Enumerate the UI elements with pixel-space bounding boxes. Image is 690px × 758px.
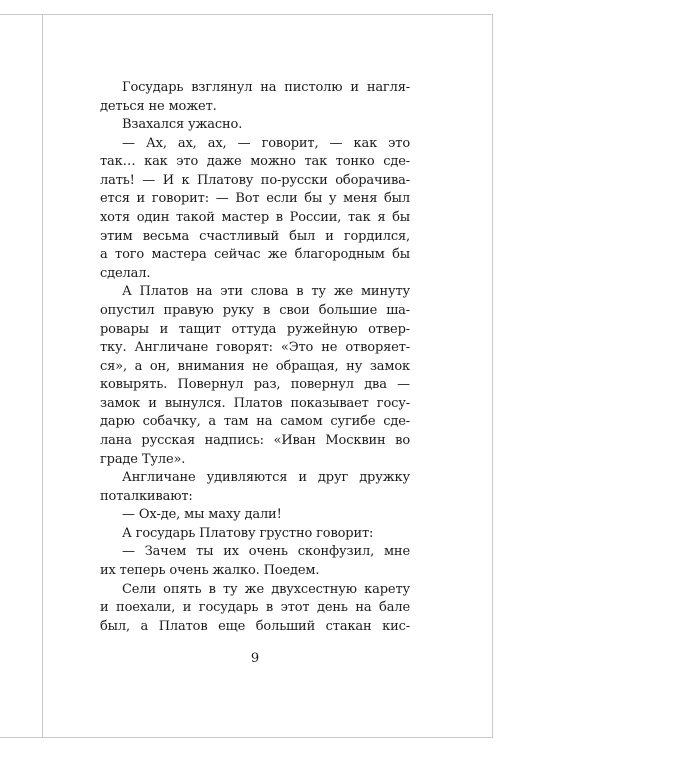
text-line: а того мастера сейчас же благородным бы (100, 247, 410, 263)
text-line: Сели опять в ту же двухсестную карету (122, 581, 410, 597)
text-line: сделал. (100, 265, 151, 281)
text-line: граде Туле». (100, 451, 186, 467)
body-text (100, 79, 410, 636)
text-line: Англичане удивляются и друг дружку (122, 470, 410, 486)
text-line: этим весьма счастливый был и гордился, (100, 228, 410, 244)
text-line: ется и говорит: — Вот если бы у меня был (100, 191, 410, 207)
text-line: хотя один такой мастер в России, так я бы (100, 210, 410, 226)
text-line: Государь взглянул на пистолю и нагля- (122, 80, 410, 95)
text-line: так… как это даже можно так тонко сде- (100, 154, 410, 170)
text-line: — Зачем ты их очень сконфузил, мне (122, 544, 410, 560)
text-line: опустил правую руку в свои большие ша- (100, 302, 410, 318)
text-line: замок и вынулся. Платов показывает госу- (100, 395, 410, 411)
text-line: А Платов на эти слова в ту же минуту (122, 284, 410, 300)
text-line: тку. Англичане говорят: «Это не отворяет- (100, 340, 410, 356)
text-line: — Ах, ах, ах, — говорит, — как это (122, 135, 410, 151)
text-line: и поехали, и государь в этот день на бале (100, 600, 410, 616)
text-line: лана русская надпись: «Иван Москвин во (100, 432, 410, 448)
text-line: ковырять. Повернул раз, повернул два — (100, 377, 410, 393)
text-line: был, а Платов еще больший стакан кис- (100, 618, 410, 634)
page-number: 9 (250, 651, 260, 666)
text-line: А государь Платову грустно говорит: (122, 525, 374, 541)
text-line: дарю собачку, а там на самом сугибе сде- (100, 414, 410, 430)
text-line: Взахался ужасно. (122, 117, 243, 133)
text-line: лать! — И к Платову по-русски оборачива- (100, 172, 410, 188)
text-line: ся», а он, внимания не обращая, ну замок (100, 358, 410, 374)
text-line: поталкивают: (100, 488, 193, 504)
text-line: их теперь очень жалко. Поедем. (100, 563, 320, 579)
text-line: — Ох-де, мы маху дали! (122, 507, 282, 523)
gutter-divider (42, 14, 43, 738)
text-line: деться не может. (100, 98, 217, 114)
text-line: ровары и тащит оттуда ружейную отвер- (100, 321, 410, 337)
